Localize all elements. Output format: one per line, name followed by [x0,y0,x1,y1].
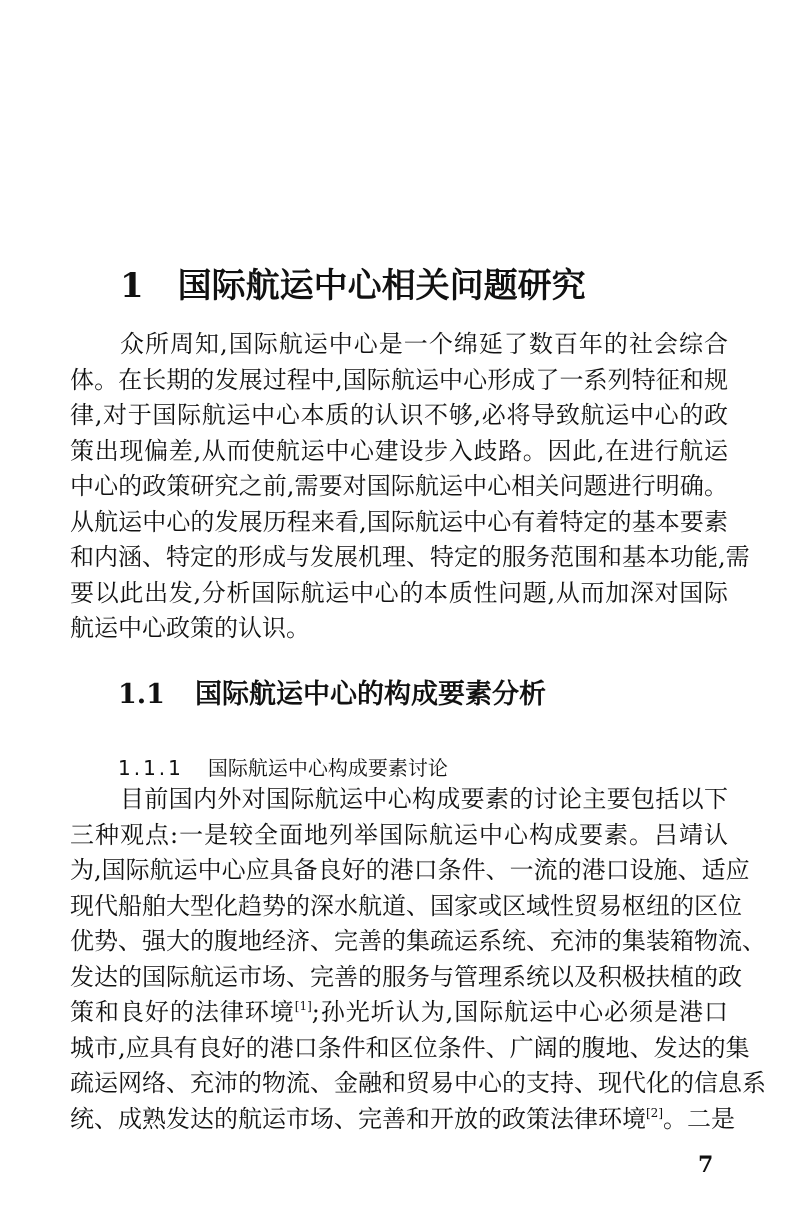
section-heading [118,672,546,711]
subsection-heading [118,752,448,781]
text-line: 要以此出发,分析国际航运中心的本质性问题,从而加深对国际 [70,578,728,607]
text-line: 发达的国际航运市场、完善的服务与管理系统以及积极扶植的政 [70,962,742,991]
text-line: 三种观点:一是较全面地列举国际航运中心构成要素。吕靖认 [70,820,728,849]
discussion-paragraph [70,782,766,1137]
chapter-title [120,258,680,307]
text-line: 疏运网络、充沛的物流、金融和贸易中心的支持、现代化的信息系 [70,1069,766,1097]
text-line: 为,国际航运中心应具备良好的港口条件、一流的港口设施、适应 [70,856,750,884]
text-line: 从航运中心的发展历程来看,国际航运中心有着特定的基本要素 [70,507,728,536]
text-line: 体。在长期的发展过程中,国际航运中心形成了一系列特征和规 [70,365,728,394]
chapter-title-text: 国际航运中心相关问题研究 [177,266,586,306]
text-segment: 统、成熟发达的航运市场、完善和开放的政策法律环境 [70,1104,646,1133]
citation-ref: [2] [646,1105,663,1120]
text-line [70,1102,735,1138]
subsection-number: 1.1.1 [118,756,184,780]
page-number: 7 [698,1152,714,1178]
text-segment: 。二是 [663,1104,735,1133]
text-line: 中心的政策研究之前,需要对国际航运中心相关问题进行明确。 [70,472,728,500]
text-line: 和内涵、特定的形成与发展机理、特定的服务范围和基本功能,需 [70,543,750,571]
text-line: 策出现偏差,从而使航运中心建设步入歧路。因此,在进行航运 [70,436,728,465]
text-line [70,995,728,1031]
intro-paragraph [70,327,750,647]
text-line: 现代船舶大型化趋势的深水航道、国家或区域性贸易枢纽的区位 [70,891,742,920]
text-line: 城市,应具有良好的港口条件和区位条件、广阔的腹地、发达的集 [70,1033,750,1062]
chapter-number: 1 [120,266,144,306]
text-segment: 策和良好的法律环境 [70,998,295,1026]
text-line: 目前国内外对国际航运中心构成要素的讨论主要包括以下 [120,785,728,813]
subsection-title: 国际航运中心构成要素讨论 [207,756,448,780]
citation-ref: [1] [294,999,312,1013]
text-line: 众所周知,国际航运中心是一个绵延了数百年的社会综合 [120,330,728,358]
text-line: 优势、强大的腹地经济、完善的集疏运系统、充沛的集装箱物流、 [70,927,766,955]
text-line: 律,对于国际航运中心本质的认识不够,必将导致航运中心的政 [70,401,728,429]
section-title: 国际航运中心的构成要素分析 [194,679,546,710]
text-segment: ;孙光圻认为,国际航运中心必须是港口 [311,998,729,1026]
text-line: 航运中心政策的认识。 [70,614,310,642]
section-number: 1.1 [118,679,165,710]
